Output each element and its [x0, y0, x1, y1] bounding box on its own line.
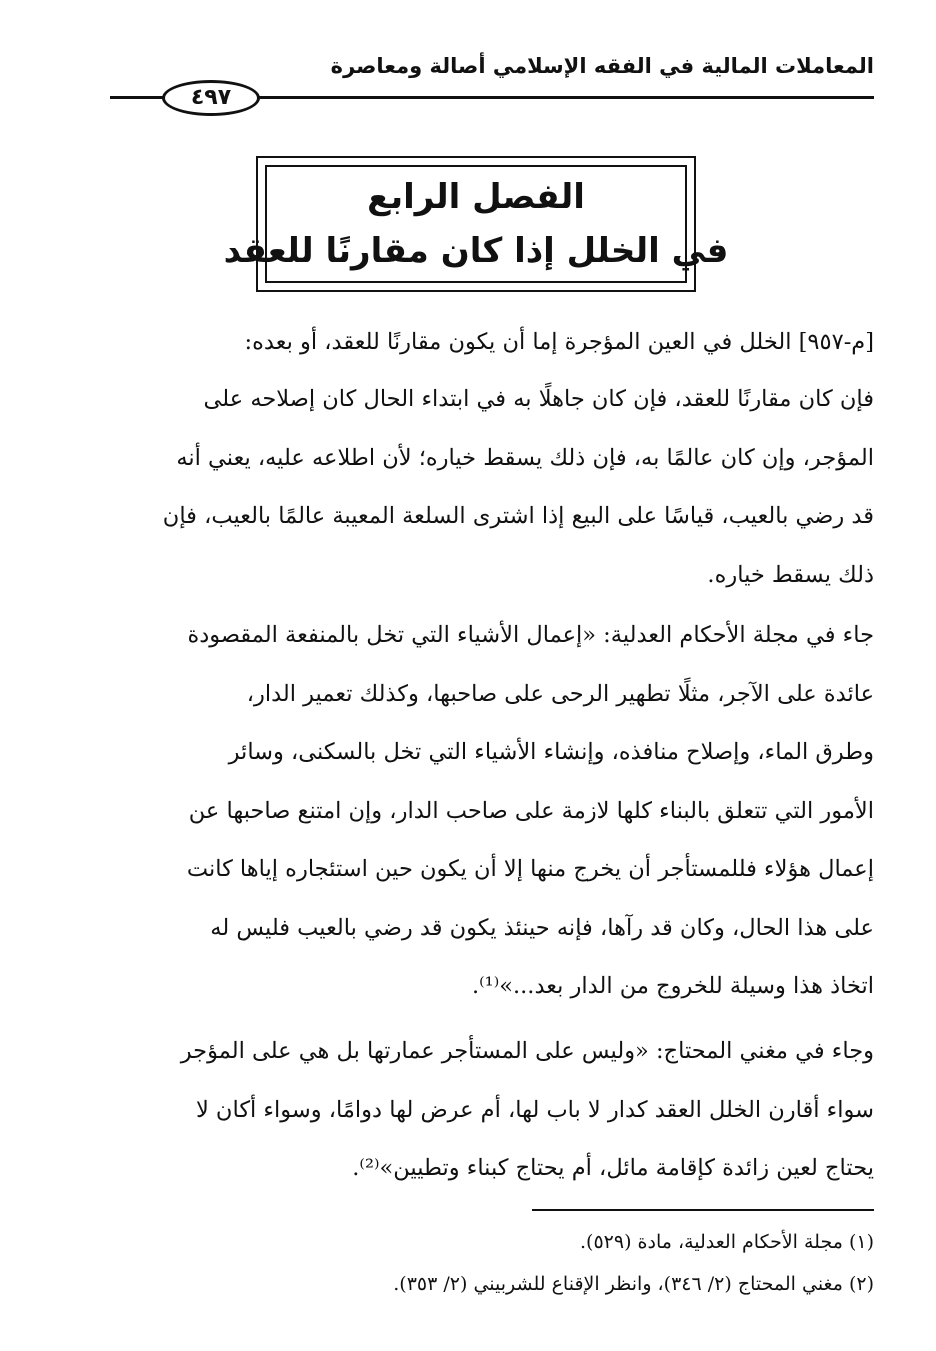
chapter-title-box	[223, 156, 729, 292]
text-line: المؤجر، وإن كان عالمًا به، فإن ذلك يسقط خياره؛ لأن اطلاعه عليه، يعني أنه	[176, 444, 874, 471]
text-line: وجاء في مغني المحتاج: «وليس على المستأجر عمارتها بل هي على المؤجر	[180, 1038, 874, 1064]
text-line: عائدة على الآجر، مثلًا تطهير الرحى على صاحبها، وكذلك تعمير الدار،	[246, 680, 874, 707]
paragraph-body	[62, 370, 874, 604]
text-line: اتخاذ هذا وسيلة للخروج من الدار بعد...»⁽¹⁾.	[471, 973, 874, 999]
chapter-number: الفصل الرابع	[367, 177, 585, 217]
text-line: سواء أقارن الخلل العقد كدار لا باب لها، أم عرض لها دوامًا، وسواء أكان لا	[195, 1096, 874, 1123]
running-title: المعاملات المالية في الفقه الإسلامي أصالة ومعاصرة	[330, 54, 874, 78]
footnote-1: (١) مجلة الأحكام العدلية، مادة (٥٢٩).	[580, 1231, 874, 1253]
text-line: ذلك يسقط خياره.	[707, 561, 874, 588]
footnote-2: (٢) مغني المحتاج (٢/ ٣٤٦)، وانظر الإقناع للشربيني (٢/ ٣٥٣).	[393, 1273, 874, 1295]
text-line: الأمور التي تتعلق بالبناء كلها لازمة على صاحب الدار، وإن امتنع صاحبها عن	[188, 797, 874, 824]
paragraph-quote-mughni	[62, 1022, 874, 1198]
chapter-title: في الخلل إذا كان مقارنًا للعقد	[223, 231, 729, 271]
text-line: [م-٩٥٧] الخلل في العين المؤجرة إما أن يكون مقارنًا للعقد، أو بعده:	[244, 329, 874, 355]
text-line: وطرق الماء، وإصلاح منافذه، وإنشاء الأشياء التي تخل بالسكنى، وسائر	[228, 739, 874, 765]
footnote-separator	[532, 1209, 874, 1211]
text-line: على هذا الحال، وكان قد رآها، فإنه حينئذ يكون قد رضي بالعيب فليس له	[210, 914, 874, 941]
text-line: يحتاج لعين زائدة كإقامة مائل، أم يحتاج كبناء وتطيين»⁽²⁾.	[352, 1155, 874, 1181]
text-line: جاء في مجلة الأحكام العدلية: «إعمال الأشياء التي تخل بالمنفعة المقصودة	[187, 622, 874, 648]
text-line: إعمال هؤلاء فللمستأجر أن يخرج منها إلا أن يكون حين استئجاره إياها كانت	[186, 856, 874, 882]
text-line: فإن كان مقارنًا للعقد، فإن كان جاهلًا به في ابتداء الحال كان إصلاحه على	[203, 386, 874, 412]
paragraph-quote-majalla	[62, 606, 874, 1016]
page-number-badge: ٤٩٧	[162, 80, 260, 116]
text-line: قد رضي بالعيب، قياسًا على البيع إذا اشترى السلعة المعيبة عالمًا بالعيب، فإن	[162, 503, 874, 529]
chapter-title-frame	[223, 165, 729, 283]
paragraph-intro	[62, 313, 874, 372]
